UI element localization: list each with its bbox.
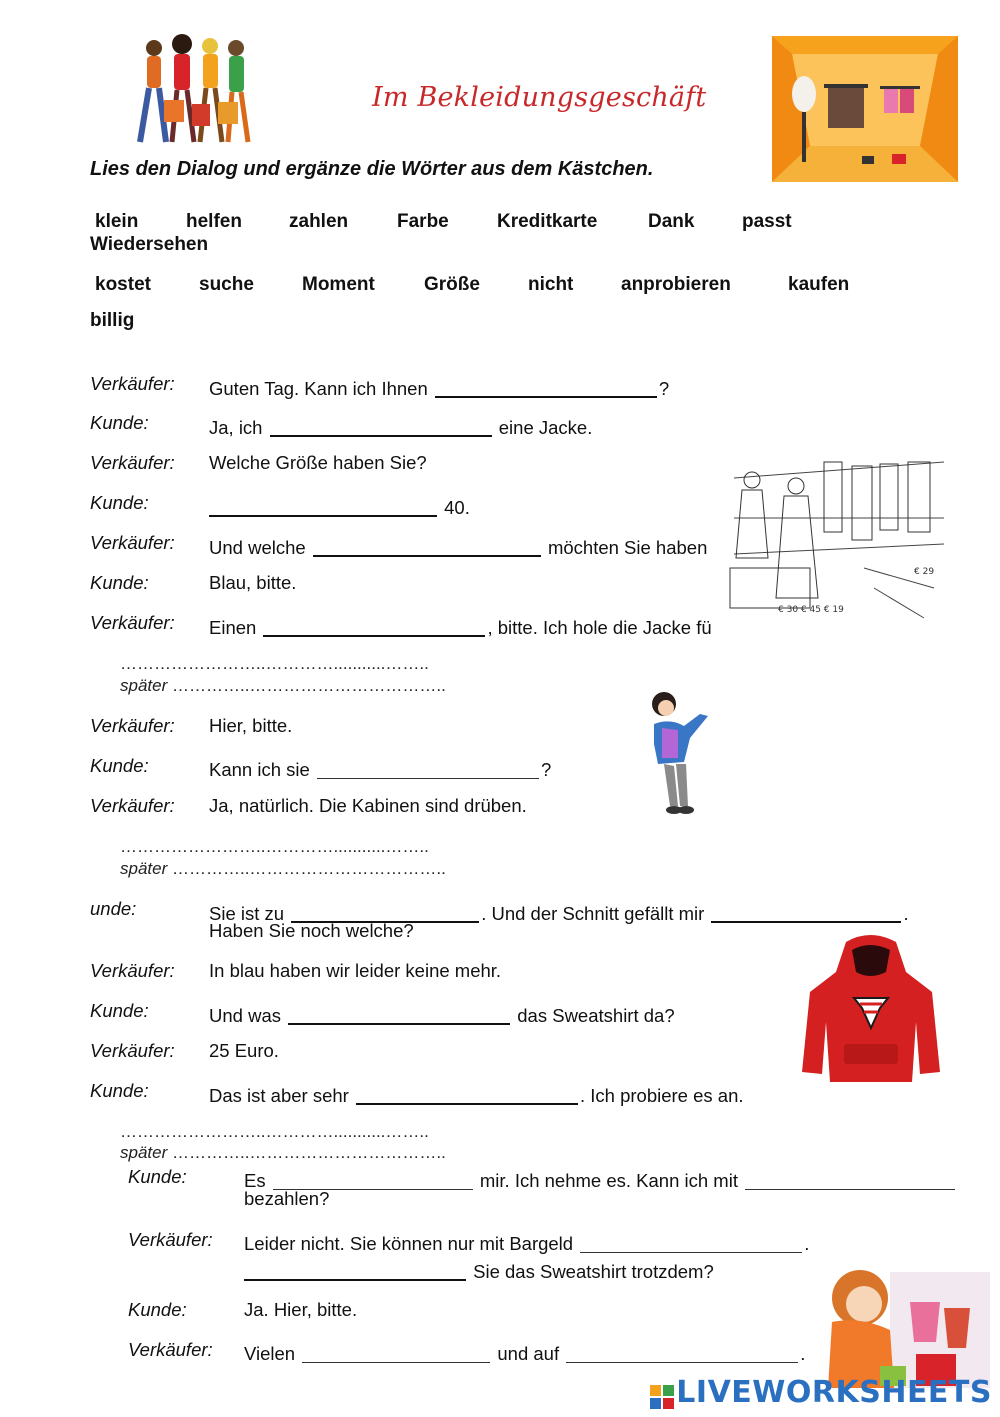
speaker-label: Verkäufer: <box>90 960 175 981</box>
word-item: klein <box>95 211 139 232</box>
dialog-line: Sie ist zu . Und der Schnitt gefällt mir . <box>209 903 909 924</box>
word-item: helfen <box>186 211 242 232</box>
dialog-line: 25 Euro. <box>209 1040 279 1061</box>
answer-blank[interactable] <box>244 1259 466 1281</box>
speaker-label: Verkäufer: <box>90 715 175 736</box>
dialog-line: Und welche möchten Sie haben <box>209 537 708 558</box>
dialog-line: Leider nicht. Sie können nur mit Bargeld . <box>244 1233 810 1254</box>
speaker-label: Verkäufer: <box>90 795 175 816</box>
dialog-line: Kann ich sie ? <box>209 759 552 780</box>
later-marker: später …………..…………………………….. <box>120 859 446 878</box>
answer-blank[interactable] <box>273 1169 473 1190</box>
dialog-line: Einen , bitte. Ich hole die Jacke fü <box>209 617 712 638</box>
dialog-line: Und was das Sweatshirt da? <box>209 1005 675 1026</box>
answer-blank[interactable] <box>580 1232 802 1253</box>
dialog-line: Guten Tag. Kann ich Ihnen ? <box>209 378 670 399</box>
word-item: kostet <box>95 274 151 295</box>
word-item: billig <box>90 310 135 331</box>
dialog-line: bezahlen? <box>244 1188 330 1209</box>
dialog-line: Haben Sie noch welche? <box>209 920 414 941</box>
speaker-label: Kunde: <box>90 492 149 513</box>
answer-blank[interactable] <box>745 1169 955 1190</box>
dialog-line: Ja, ich eine Jacke. <box>209 417 593 438</box>
speaker-label: Kunde: <box>90 1000 149 1021</box>
instruction-text: Lies den Dialog und ergänze die Wörter aus dem Kästchen. <box>90 158 654 180</box>
speaker-label: Verkäufer: <box>90 532 175 553</box>
answer-blank[interactable] <box>302 1342 490 1363</box>
answer-blank[interactable] <box>209 495 437 517</box>
answer-blank[interactable] <box>263 615 485 637</box>
word-item: zahlen <box>289 211 349 232</box>
speaker-label: Kunde: <box>90 412 149 433</box>
answer-blank[interactable] <box>317 758 539 779</box>
speaker-label: Verkäufer: <box>90 452 175 473</box>
speaker-label: Verkäufer: <box>90 373 175 394</box>
word-item: Größe <box>424 274 480 295</box>
word-item: Wiedersehen <box>90 234 209 255</box>
speaker-label: Kunde: <box>128 1299 187 1320</box>
shopping-women-illustration <box>122 34 272 154</box>
page-title: Im Bekleidungsgeschäft <box>372 82 707 113</box>
answer-blank[interactable] <box>313 535 541 557</box>
girl-jacket-illustration <box>644 684 730 826</box>
answer-blank[interactable] <box>270 415 492 437</box>
word-item: Farbe <box>397 211 449 232</box>
later-marker: später …………..…………………………….. <box>120 1143 446 1162</box>
boutique-illustration <box>772 36 958 182</box>
word-item: Kreditkarte <box>497 211 598 232</box>
clothing-store-illustration <box>724 458 952 634</box>
liveworksheets-logo-icon <box>650 1382 674 1406</box>
svg-text:€ 29: € 29 <box>914 567 935 577</box>
dialog-line: Es mir. Ich nehme es. Kann ich mit <box>244 1166 957 1192</box>
dialog-line: Hier, bitte. <box>209 715 293 736</box>
answer-blank[interactable] <box>711 901 901 923</box>
word-item: Dank <box>648 211 695 232</box>
word-item: passt <box>742 211 792 232</box>
dialog-line: In blau haben wir leider keine mehr. <box>209 960 502 981</box>
speaker-label: Verkäufer: <box>128 1229 213 1250</box>
dialog-line: Welche Größe haben Sie? <box>209 452 427 473</box>
speaker-label: unde: <box>90 898 137 919</box>
dialog-line: Ja, natürlich. Die Kabinen sind drüben. <box>209 795 527 816</box>
separator-dots: ……………………..…………...........…….. <box>120 1122 429 1141</box>
red-hoodie-illustration <box>800 932 942 1084</box>
answer-blank[interactable] <box>288 1003 510 1025</box>
speaker-label: Verkäufer: <box>128 1339 213 1360</box>
speaker-label: Kunde: <box>128 1166 187 1187</box>
dialog-line: 40. <box>209 492 470 519</box>
dialog-line: Blau, bitte. <box>209 572 297 593</box>
answer-blank[interactable] <box>356 1083 578 1105</box>
dialog-line: Vielen und auf . <box>244 1343 806 1364</box>
answer-blank[interactable] <box>435 376 657 398</box>
separator-dots: ……………………..…………...........…….. <box>120 837 429 856</box>
separator-dots: ……………………..…………...........…….. <box>120 654 429 673</box>
speaker-label: Kunde: <box>90 572 149 593</box>
speaker-label: Verkäufer: <box>90 612 175 633</box>
word-item: Moment <box>302 274 375 295</box>
speaker-label: Kunde: <box>90 1080 149 1101</box>
speaker-label: Kunde: <box>90 755 149 776</box>
svg-text:€ 30 € 45 € 19: € 30 € 45 € 19 <box>778 605 844 615</box>
speaker-label: Verkäufer: <box>90 1040 175 1061</box>
word-item: suche <box>199 274 254 295</box>
shopping-girl-illustration <box>820 1262 996 1388</box>
word-item: kaufen <box>788 274 850 295</box>
word-item: anprobieren <box>621 274 731 295</box>
dialog-line: Ja. Hier, bitte. <box>244 1299 358 1320</box>
liveworksheets-logo: LIVEWORKSHEETS <box>650 1375 992 1410</box>
dialog-line: Sie das Sweatshirt trotzdem? <box>244 1256 714 1283</box>
answer-blank[interactable] <box>566 1342 798 1363</box>
later-marker: später …………..…………………………….. <box>120 676 446 695</box>
word-item: nicht <box>528 274 574 295</box>
dialog-line: Das ist aber sehr . Ich probiere es an. <box>209 1085 744 1106</box>
